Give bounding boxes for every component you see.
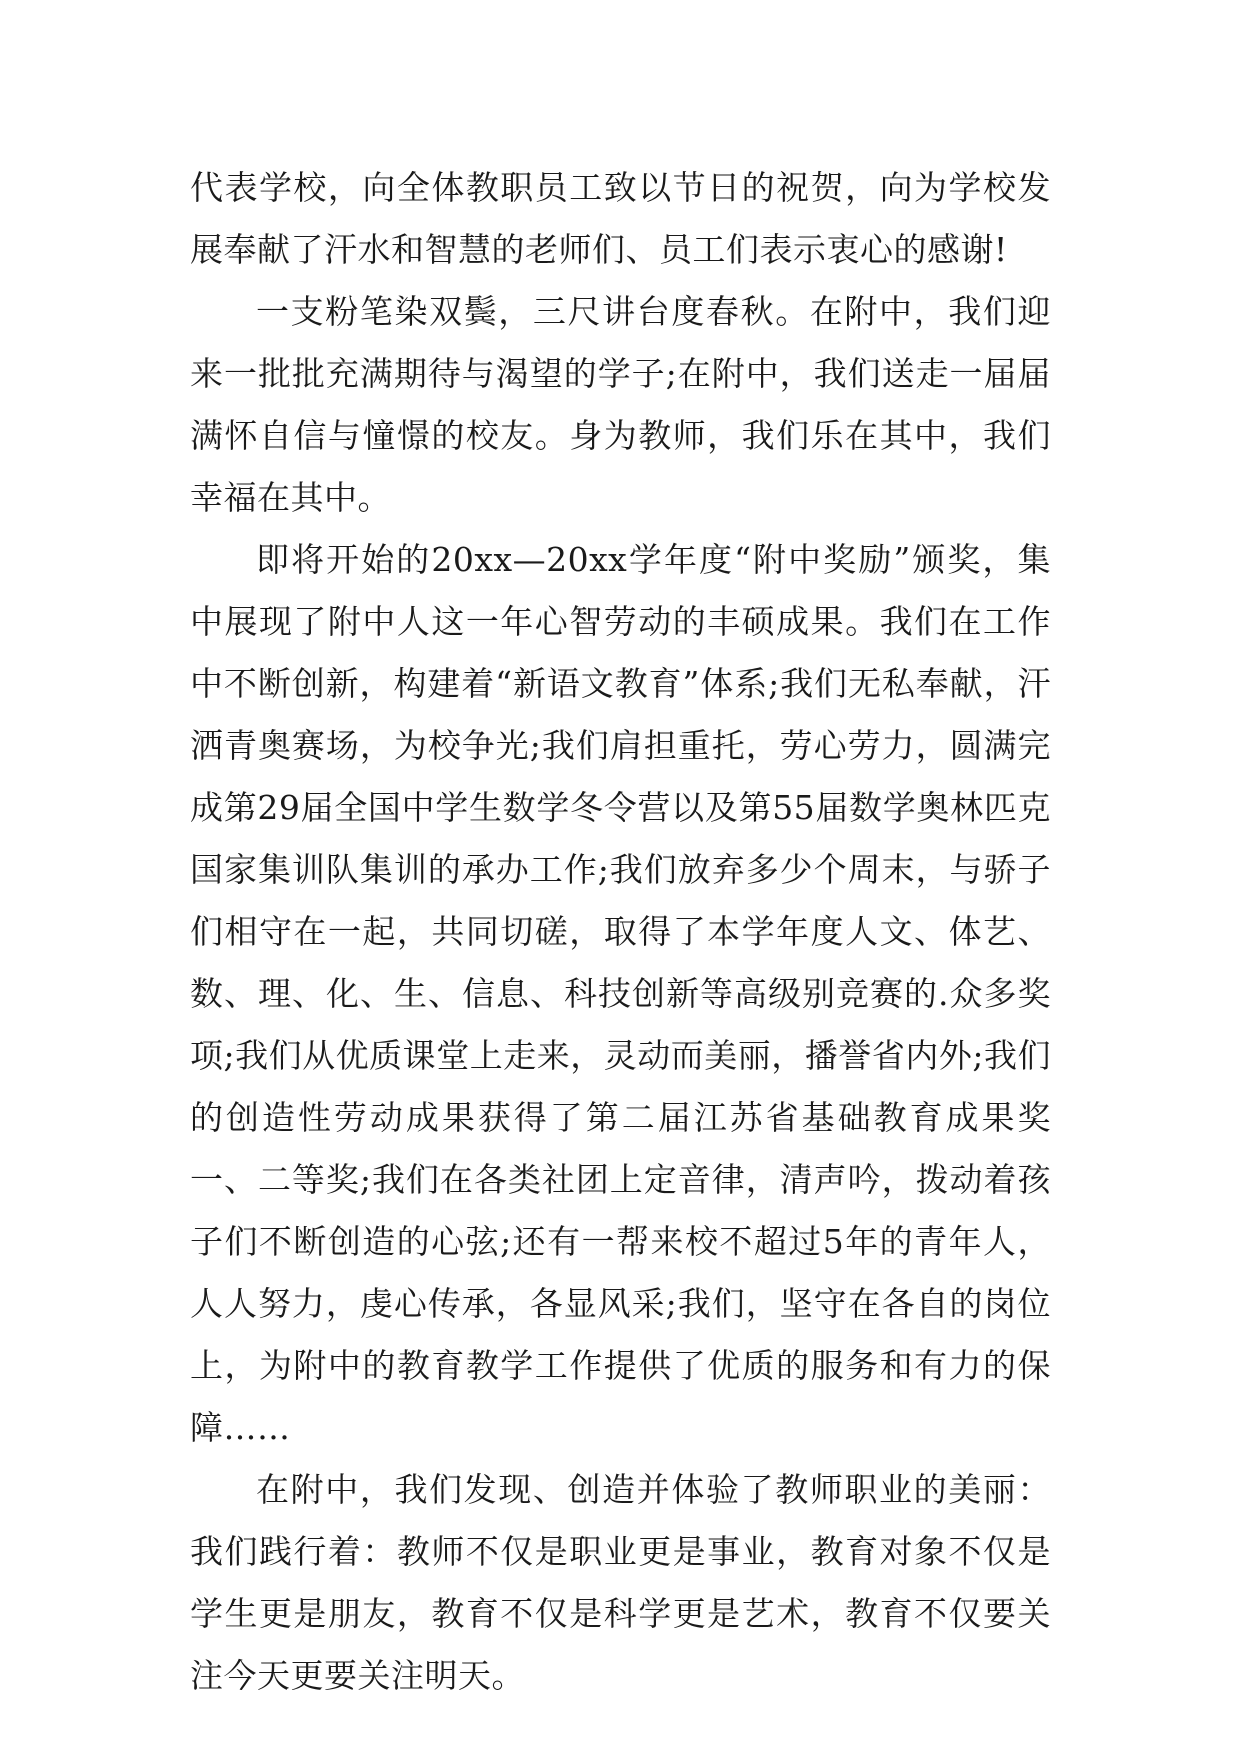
paragraph-1: 代表学校，向全体教职员工致以节日的祝贺，向为学校发展奉献了汗水和智慧的老师们、员工们表示衷心的感谢! xyxy=(190,168,1051,269)
paragraph-4: 在附中，我们发现、创造并体验了教师职业的美丽：我们践行着：教师不仅是职业更是事业，教育对象不仅是学生更是朋友，教育不仅是科学更是艺术，教育不仅要关注今天更要关注明天。 xyxy=(190,1470,1051,1695)
paragraph-2: 一支粉笔染双鬓，三尺讲台度春秋。在附中，我们迎来一批批充满期待与渴望的学子;在附中，我们送走一届届满怀自信与憧憬的校友。身为教师，我们乐在其中，我们幸福在其中。 xyxy=(190,292,1051,517)
paragraph-3: 即将开始的20xx—20xx学年度“附中奖励”颁奖，集中展现了附中人这一年心智劳动的丰硕成果。我们在工作中不断创新，构建着“新语文教育”体系;我们无私奉献，汗洒青奥赛场，为校争光;我们肩担重托，劳心劳力，圆满完成第29届全国中学生数学冬令营以及第55届数学奥林匹克国家集训队集训的承办工作;我们放弃多少个周末，与骄子们相守在一起，共同切磋，取得了本学年度人文、体艺、数、理、化、生、信息、科技创新等高级别竞赛的.众多奖项;我们从优质课堂上走来，灵动而美丽，播誉省内外;我们的创造性劳动成果获得了第二届江苏省基础教育成果奖一、二等奖;我们在各类社团上定音律，清声吟，拨动着孩子们不断创造的心弦;还有一帮来校不超过5年的青年人，人人努力，虔心传承，各显风采;我们，坚守在各自的岗位上，为附中的教育教学工作提供了优质的服务和有力的保障…… xyxy=(190,540,1051,1447)
document-body xyxy=(190,157,1051,1707)
